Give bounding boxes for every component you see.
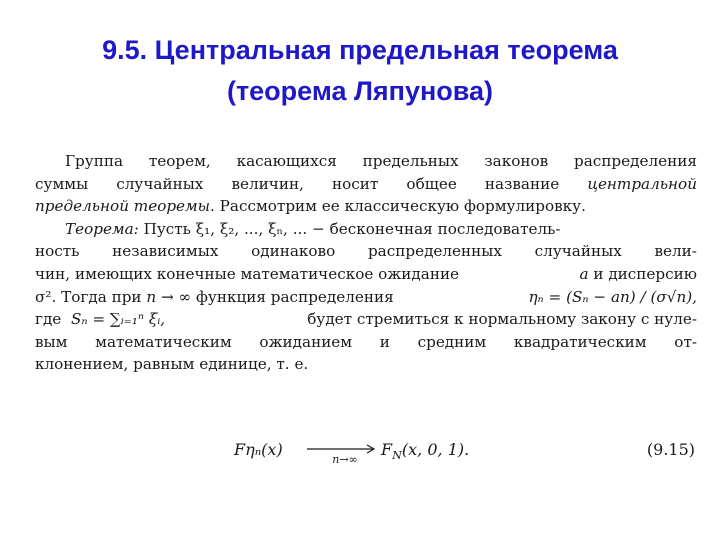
word: вели- <box>654 242 697 261</box>
word: одинаково <box>251 242 336 261</box>
under-arrow-label: n→∞ <box>332 453 358 466</box>
word: Группа <box>65 152 124 170</box>
word: распределенных <box>367 242 502 261</box>
p1-line-3 <box>35 195 697 218</box>
word: вым <box>35 332 68 351</box>
p2-line-6 <box>35 331 697 354</box>
p2-line-3 <box>35 263 697 286</box>
eta-formula: ηₙ = (Sₙ − an) / (σ√n), <box>528 287 697 306</box>
p2-line-7 <box>35 353 697 376</box>
text: Пусть ξ₁, ξ₂, ..., ξₙ, ... − бесконечная последователь- <box>143 219 561 238</box>
rhs-args: (x, 0, 1). <box>401 440 470 459</box>
text: где <box>35 310 62 329</box>
text: функция распределения <box>196 287 394 306</box>
word: суммы <box>35 174 89 193</box>
rhs-sub: N <box>392 449 402 463</box>
word: средним <box>417 332 487 351</box>
word: носит <box>332 174 379 193</box>
text: . Рассмотрим ее классическую формулировку. <box>210 197 586 216</box>
math-var: a <box>579 264 589 283</box>
text: будет стремиться к нормальному закону с нуле- <box>307 310 697 329</box>
theorem-text <box>35 150 697 376</box>
word: ожиданием <box>259 332 353 351</box>
word: от- <box>674 332 697 351</box>
text: клонением, равным единице, т. е. <box>35 355 309 374</box>
math-var: n <box>146 287 157 306</box>
text: чин, имеющих конечные математическое ожидание <box>35 264 460 283</box>
text: и дисперсию <box>593 264 697 283</box>
word: ность <box>35 242 80 261</box>
math-arrow: → ∞ <box>161 287 192 306</box>
word: законов <box>484 152 549 170</box>
formula-rhs <box>381 440 470 463</box>
convergence-arrow-icon <box>307 438 379 466</box>
word: название <box>484 174 560 193</box>
p1-line-1 <box>35 150 697 173</box>
word: математическим <box>95 332 232 351</box>
p2-line-1 <box>35 218 697 241</box>
p2-line-2 <box>35 240 697 263</box>
sum-formula: Sₙ = ∑ᵢ₌₁ⁿ ξᵢ, <box>70 310 166 329</box>
italic-term: предельной теоремы <box>35 197 211 216</box>
p2-line-4 <box>35 286 697 309</box>
word: случайных <box>534 242 622 261</box>
word: теорем, <box>148 152 211 170</box>
word: распределения <box>574 152 697 170</box>
display-formula-9-15 <box>35 432 697 472</box>
title-line-1: 9.5. Центральная предельная теорема <box>102 35 618 65</box>
word: независимых <box>112 242 219 261</box>
word: квадратическим <box>513 332 647 351</box>
word: и <box>379 332 390 351</box>
p2-line-5 <box>35 308 697 331</box>
word: общее <box>406 174 457 193</box>
rhs-F: F <box>381 440 393 459</box>
equation-number: (9.15) <box>646 440 695 459</box>
theorem-lead: Теорема: <box>65 219 139 238</box>
word: случайных <box>116 174 204 193</box>
word: величин, <box>231 174 304 193</box>
slide-title <box>0 30 720 112</box>
p1-line-2 <box>35 173 697 196</box>
text: σ². Тогда при <box>35 287 142 306</box>
formula-lhs: Fηₙ(x) <box>234 440 283 459</box>
italic-term: центральной <box>587 174 697 193</box>
title-line-2: (теорема Ляпунова) <box>226 76 494 106</box>
word: касающихся <box>236 152 337 170</box>
word: предельных <box>362 152 459 170</box>
